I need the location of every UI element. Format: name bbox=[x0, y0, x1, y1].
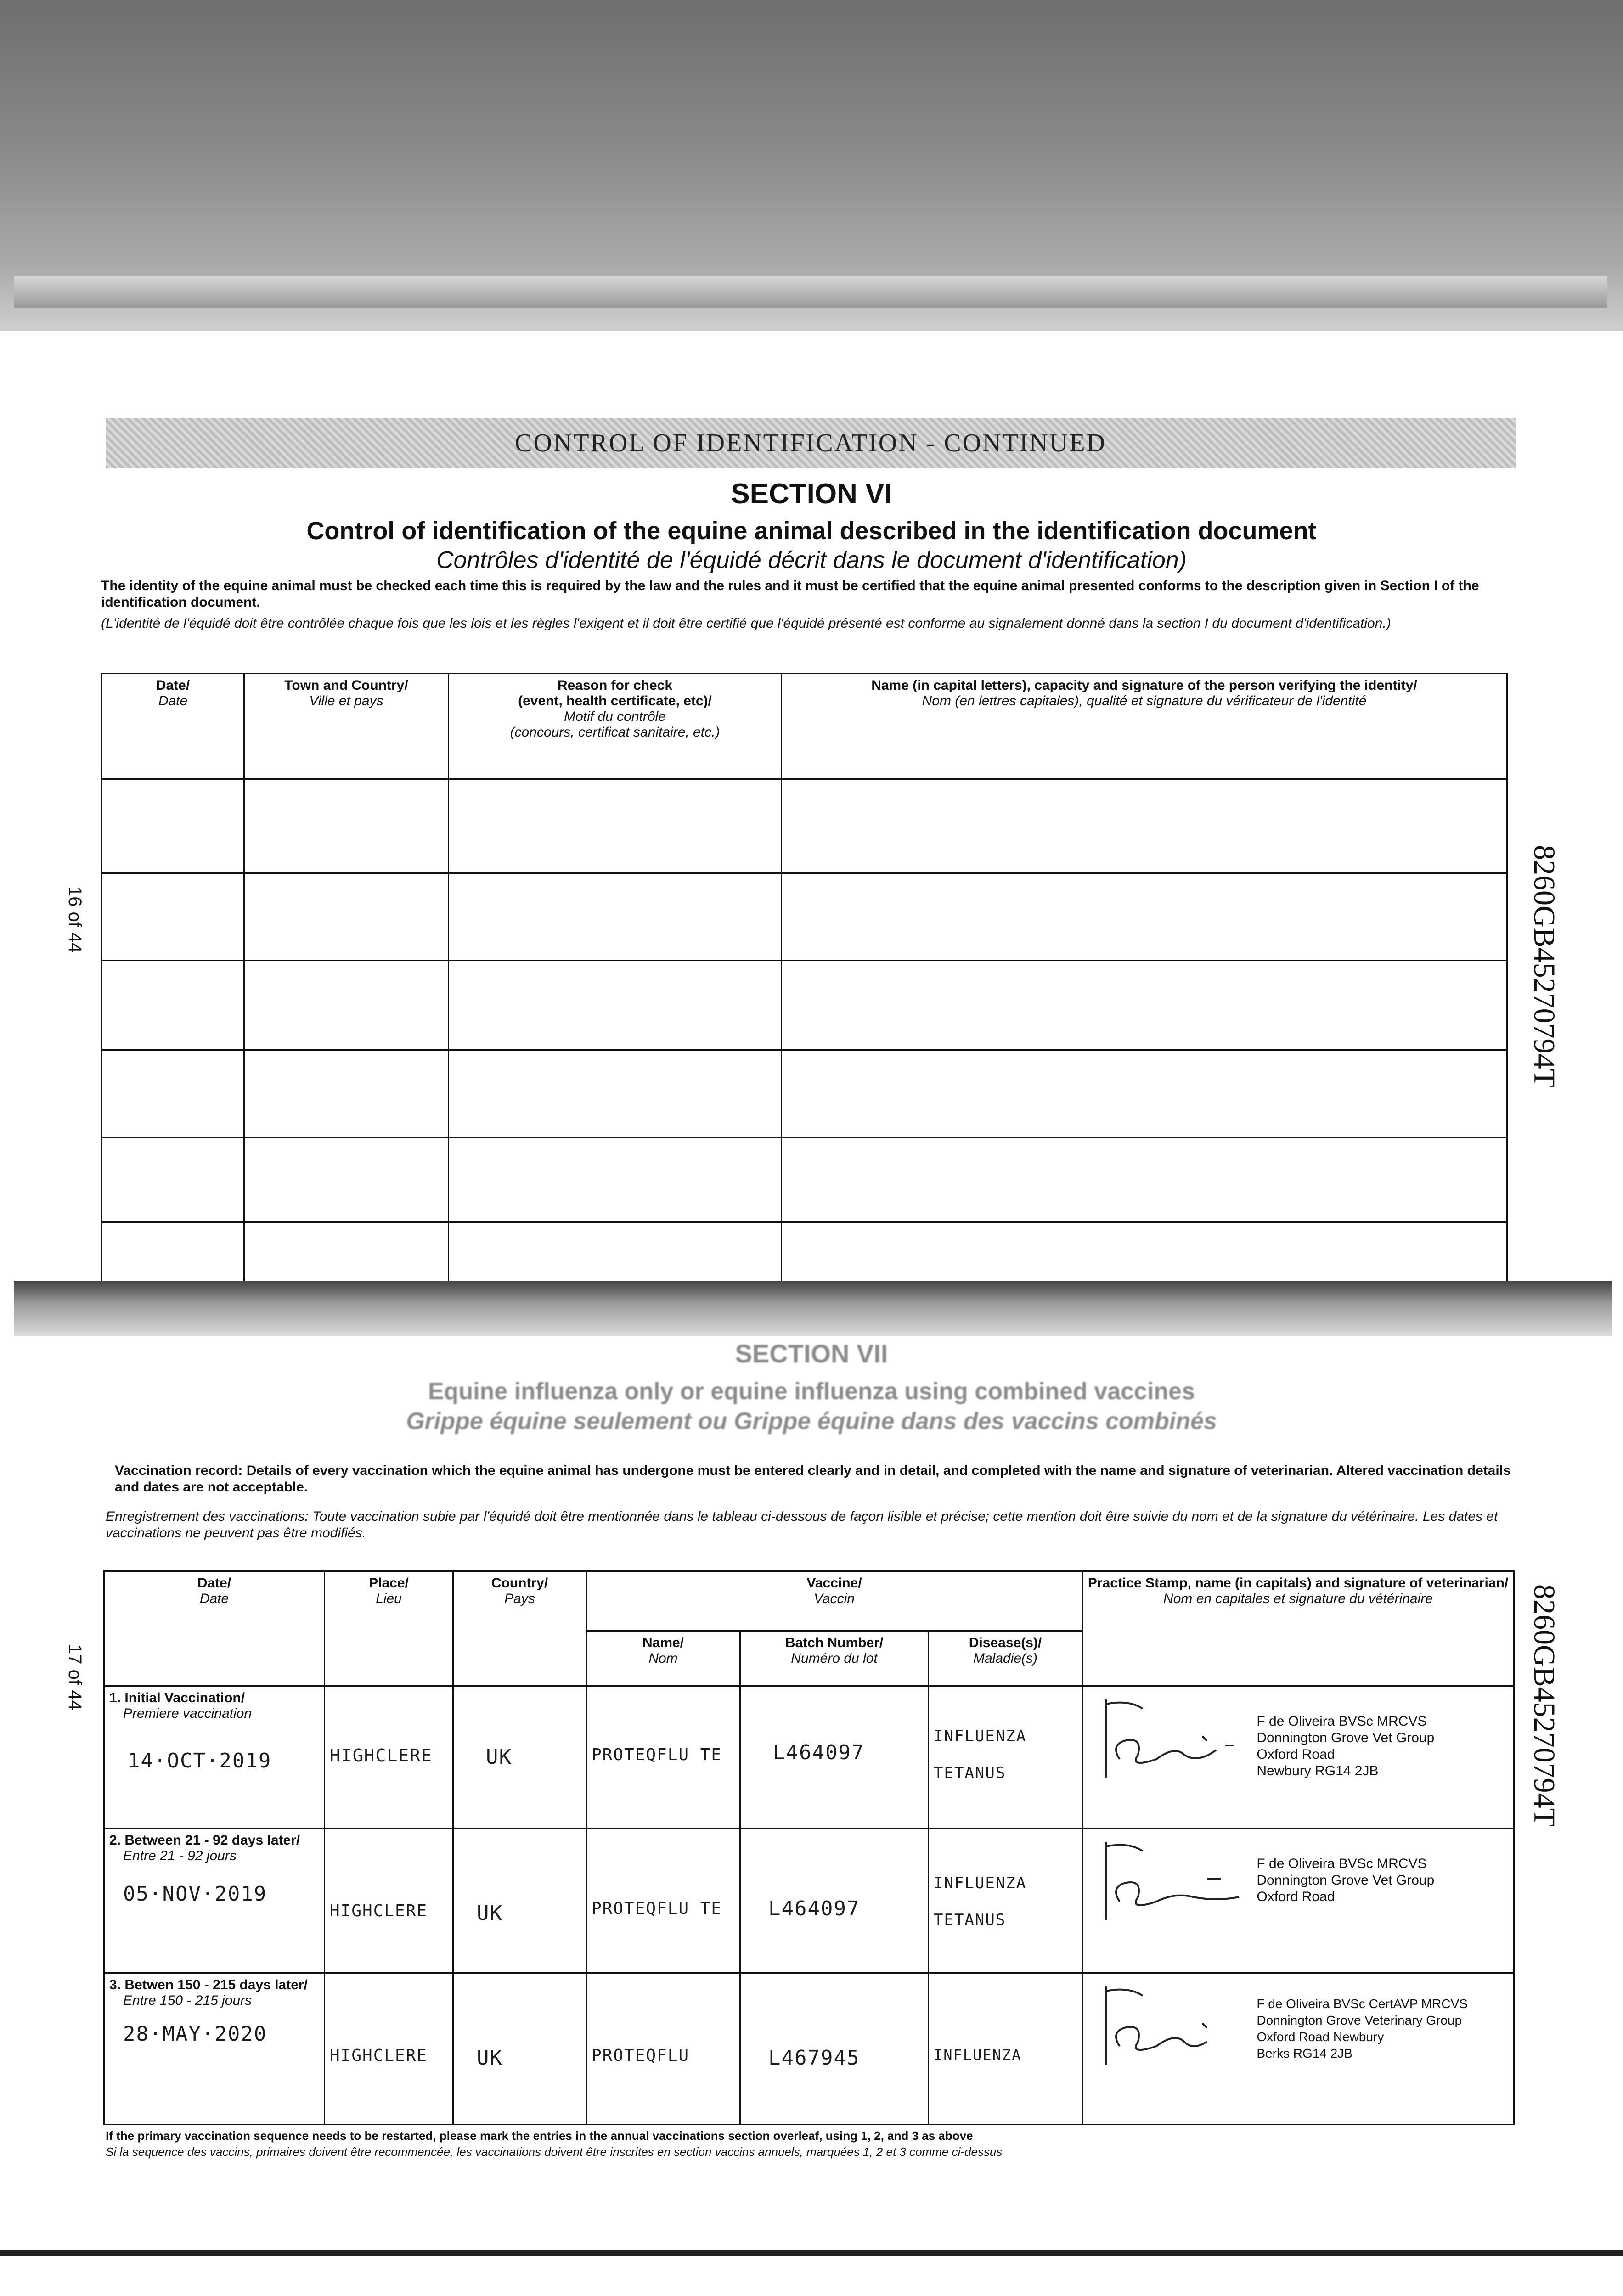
vet-signature-icon bbox=[1088, 1833, 1244, 1925]
col-practice-stamp: Practice Stamp, name (in capitals) and signature of veterinarian/ Nom en capitales et signature du vétérinaire bbox=[1082, 1571, 1514, 1686]
vaccination-row bbox=[104, 1829, 1514, 1973]
disease: INFLUENZA bbox=[934, 1727, 1027, 1745]
vaccination-place: HIGHCLERE bbox=[330, 1745, 433, 1766]
table-row bbox=[102, 961, 1507, 1050]
col-country: Country/ Pays bbox=[453, 1571, 586, 1686]
table-row bbox=[102, 1137, 1507, 1222]
table-row bbox=[102, 1050, 1507, 1137]
section7-title-fr: Grippe équine seulement ou Grippe équine dans des vaccins combinés bbox=[406, 1408, 1217, 1435]
vaccination-date: 28·MAY·2020 bbox=[123, 2022, 267, 2046]
practice-stamp-cell: F de Oliveira BVSc MRCVS Donnington Grove Vet Group Oxford Road Newbury RG14 2JB bbox=[1082, 1686, 1514, 1829]
batch-number: L467945 bbox=[768, 2046, 860, 2070]
batch-number: L464097 bbox=[768, 1897, 860, 1920]
intro-text: The identity of the equine animal must be checked each time this is required by the law and the rules and it must be certified that the equine animal presented conforms to the description given in Section I of the identification document. bbox=[101, 578, 1479, 610]
vaccination-date: 05·NOV·2019 bbox=[123, 1882, 267, 1906]
restart-note-fr: Si la sequence des vaccins, primaires doivent être recommencée, les vaccinations doivent être inscrites en section vaccins annuels, marquées 1, 2 et 3 comme ci-dessus bbox=[106, 2145, 1003, 2159]
page-number: 17 of 44 bbox=[65, 1644, 85, 1711]
col-batch-number: Batch Number/ Numéro du lot bbox=[740, 1631, 929, 1686]
col-verifier: Name (in capital letters), capacity and signature of the person verifying the identity/ Nom (en lettres capitales), qualité et signature du vérificateur de l'identité bbox=[782, 674, 1507, 779]
col-reason: Reason for check (event, health certificate, etc)/ Motif du contrôle (concours, certificat sanitaire, etc.) bbox=[449, 674, 782, 779]
vaccination-header-row bbox=[104, 1571, 1514, 1631]
vaccine-name: PROTEQFLU TE bbox=[592, 1899, 722, 1918]
vaccination-date: 14·OCT·2019 bbox=[128, 1749, 272, 1773]
scan-fold-shadow bbox=[14, 1281, 1612, 1336]
table-row bbox=[102, 1222, 1507, 1291]
vaccine-name: PROTEQFLU TE bbox=[592, 1745, 722, 1764]
vaccination-place: HIGHCLERE bbox=[330, 2046, 428, 2065]
col-date: Date/ Date bbox=[102, 674, 244, 779]
col-diseases: Disease(s)/ Maladie(s) bbox=[929, 1631, 1082, 1686]
vaccination-table bbox=[103, 1570, 1515, 2125]
vaccine-name: PROTEQFLU bbox=[592, 2046, 690, 2065]
page-number: 16 of 44 bbox=[65, 886, 85, 953]
section-banner bbox=[106, 418, 1516, 468]
disease: INFLUENZA bbox=[934, 2046, 1022, 2064]
vaccination-country: UK bbox=[477, 1902, 503, 1925]
section-banner-text: CONTROL OF IDENTIFICATION - CONTINUED bbox=[515, 429, 1106, 457]
bottom-edge-line bbox=[0, 2250, 1623, 2256]
section7-heading: SECTION VII bbox=[735, 1339, 888, 1368]
batch-number: L464097 bbox=[773, 1741, 865, 1764]
disease: TETANUS bbox=[934, 1911, 1006, 1929]
col-vaccine-name: Name/ Nom bbox=[586, 1631, 740, 1686]
restart-note: If the primary vaccination sequence needs to be restarted, please mark the entries in the annual vaccinations section overleaf, using 1, 2, and 3 as above bbox=[106, 2129, 973, 2143]
section-title-fr: Contrôles d'identité de l'équidé décrit dans le document d'identification) bbox=[436, 547, 1187, 574]
vaccination-date-cell: 3. Betwen 150 - 215 days later/ Entre 150 - 215 jours 28·MAY·2020 bbox=[104, 1973, 325, 2125]
col-date: Date/ Date bbox=[104, 1571, 325, 1686]
intro-text-fr: (L'identité de l'équidé doit être contrôlée chaque fois que les lois et les règles l'exigent et il doit être certifié que l'équidé présenté est conforme au signalement donné dans la section I du document d'identification.) bbox=[101, 616, 1391, 631]
vaccination-date-cell: 1. Initial Vaccination/ Premiere vaccination 14·OCT·2019 bbox=[104, 1686, 325, 1829]
table-header-row bbox=[102, 674, 1507, 779]
table-row bbox=[102, 779, 1507, 873]
vet-signature-icon bbox=[1088, 1690, 1244, 1782]
col-vaccine: Vaccine/ Vaccin bbox=[586, 1571, 1082, 1631]
vaccination-row bbox=[104, 1686, 1514, 1829]
section7-title: Equine influenza only or equine influenza using combined vaccines bbox=[428, 1378, 1195, 1405]
vaccination-place: HIGHCLERE bbox=[330, 1902, 428, 1920]
vaccination-intro-fr: Enregistrement des vaccinations: Toute vaccination subie par l'équidé doit être mentionnée dans le tableau ci-dessous de façon lisible et précise; cette mention doit être suivie du nom et de la signature du vétérinaire. Les dates et vaccinations ne peuvent pas être modifiés. bbox=[106, 1509, 1498, 1541]
identity-check-table bbox=[101, 673, 1508, 1292]
col-town: Town and Country/ Ville et pays bbox=[244, 674, 449, 779]
disease: INFLUENZA bbox=[934, 1874, 1027, 1892]
vaccination-date-cell: 2. Between 21 - 92 days later/ Entre 21 - 92 jours 05·NOV·2019 bbox=[104, 1829, 325, 1973]
vaccination-row bbox=[104, 1973, 1514, 2125]
document-code: 8260GB45270794T bbox=[1527, 1584, 1561, 1827]
section-title: Control of identification of the equine animal described in the identification document bbox=[306, 517, 1317, 545]
page-edge bbox=[14, 276, 1607, 308]
vaccination-country: UK bbox=[486, 1745, 512, 1769]
practice-stamp-cell: F de Oliveira BVSc MRCVS Donnington Grove Vet Group Oxford Road bbox=[1082, 1829, 1514, 1973]
vet-signature-icon bbox=[1088, 1977, 1244, 2069]
vaccination-country: UK bbox=[477, 2046, 503, 2070]
section-heading: SECTION VI bbox=[731, 478, 892, 510]
vaccination-intro: Vaccination record: Details of every vaccination which the equine animal has undergone must be entered clearly and in detail, and completed with the name and signature of veterinarian. Altered vaccination details and dates are not acceptable. bbox=[115, 1463, 1511, 1495]
disease: TETANUS bbox=[934, 1764, 1006, 1782]
document-code: 8260GB45270794T bbox=[1527, 845, 1561, 1087]
practice-stamp-cell: F de Oliveira BVSc CertAVP MRCVS Donnington Grove Veterinary Group Oxford Road Newbury Berks RG14 2JB bbox=[1082, 1973, 1514, 2125]
col-place: Place/ Lieu bbox=[325, 1571, 453, 1686]
table-row bbox=[102, 873, 1507, 961]
